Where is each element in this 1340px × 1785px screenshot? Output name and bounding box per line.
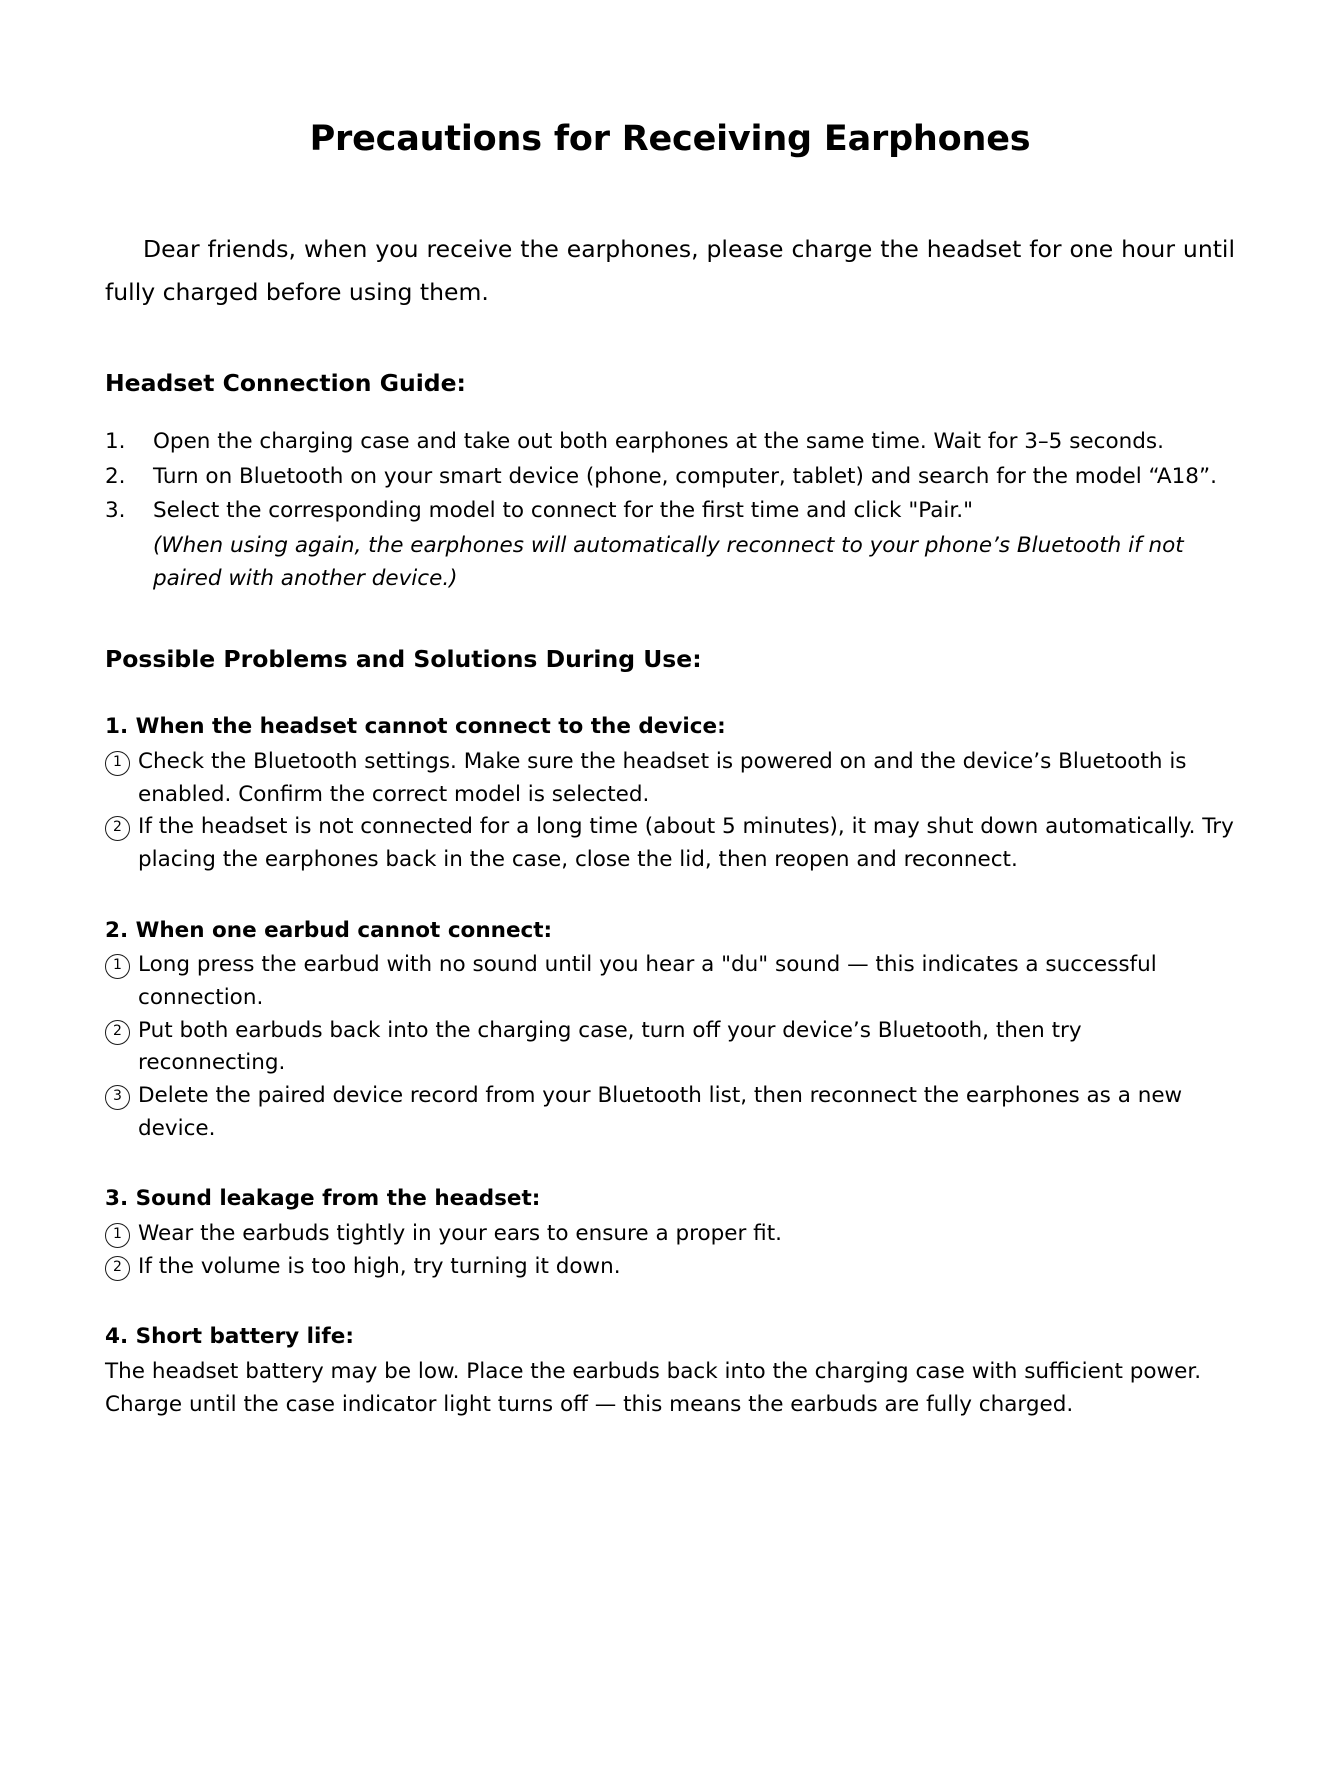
problem-block-3 xyxy=(105,1183,1235,1283)
problem-point xyxy=(105,1015,1235,1080)
problem-point xyxy=(105,746,1235,811)
list-item-number: 2. xyxy=(105,463,126,489)
circled-number-icon: 2 xyxy=(105,816,130,841)
problem-point-text: If the volume is too high, try turning it down. xyxy=(138,1253,621,1279)
problem-title: 3. Sound leakage from the headset: xyxy=(105,1186,541,1212)
list-item xyxy=(105,461,1235,494)
circled-number-icon: 1 xyxy=(105,1223,130,1248)
problem-block-1 xyxy=(105,711,1235,876)
list-item-text: Select the corresponding model to connect for the first time and click "Pair." xyxy=(153,498,973,524)
page-title: Precautions for Receiving Earphones xyxy=(309,119,1031,159)
problem-point xyxy=(105,811,1235,876)
problem-point-text: Put both earbuds back into the charging case, turn off your device’s Bluetooth, then try reconnecting. xyxy=(138,1017,1082,1076)
list-item-text: Open the charging case and take out both earphones at the same time. Wait for 3–5 seconds. xyxy=(153,428,1164,454)
list-item-number: 3. xyxy=(105,498,126,524)
list-item-number: 1. xyxy=(105,428,126,454)
problem-point xyxy=(105,949,1235,1014)
problem-block-4 xyxy=(105,1321,1235,1421)
problem-point xyxy=(105,1080,1235,1145)
problem-point-text: If the headset is not connected for a long time (about 5 minutes), it may shut down automatically. Try placing the earphones back in the case, close the lid, then reopen and reconnect. xyxy=(138,814,1234,872)
circled-number-icon: 3 xyxy=(105,1085,130,1110)
intro-text: Dear friends, when you receive the earphones, please charge the headset for one hour until fully charged before using them. xyxy=(105,235,1235,307)
connection-guide-heading: Headset Connection Guide: xyxy=(105,368,466,397)
circled-number-icon: 2 xyxy=(105,1020,130,1045)
problems-heading: Possible Problems and Solutions During Use: xyxy=(105,645,702,674)
connection-guide-list xyxy=(105,426,1235,528)
problem-point-text: Long press the earbud with no sound until you hear a "du" sound — this indicates a successful connection. xyxy=(138,952,1157,1010)
problem-block-2 xyxy=(105,915,1235,1146)
problem-point-text: Check the Bluetooth settings. Make sure the headset is powered on and the device’s Bluetooth is enabled. Confirm the correct model is selected. xyxy=(138,748,1187,807)
list-item xyxy=(105,426,1235,459)
problem-title: 4. Short battery life: xyxy=(105,1324,354,1350)
problem-point-text: Delete the paired device record from your Bluetooth list, then reconnect the earphones as a new device. xyxy=(138,1082,1183,1141)
connection-guide-note: (When using again, the earphones will automatically reconnect to your phone’s Bluetooth if not paired with another device.) xyxy=(153,532,1184,591)
problem-title: 2. When one earbud cannot connect: xyxy=(105,917,553,943)
intro-paragraph xyxy=(105,228,1235,315)
problem-paragraph: The headset battery may be low. Place the earbuds back into the charging case with sufficient power. Charge until the case indicator light turns off — this means the earbuds are fully charged. xyxy=(105,1358,1202,1417)
circled-number-icon: 2 xyxy=(105,1256,130,1281)
circled-number-icon: 1 xyxy=(105,954,130,979)
problem-point xyxy=(105,1251,1235,1284)
circled-number-icon: 1 xyxy=(105,751,130,776)
problem-title: 1. When the headset cannot connect to the device: xyxy=(105,714,726,740)
list-item xyxy=(105,495,1235,528)
problem-point-text: Wear the earbuds tightly in your ears to ensure a proper fit. xyxy=(138,1220,782,1246)
list-item-text: Turn on Bluetooth on your smart device (phone, computer, tablet) and search for the model “A18”. xyxy=(153,463,1217,489)
problem-point xyxy=(105,1218,1235,1251)
